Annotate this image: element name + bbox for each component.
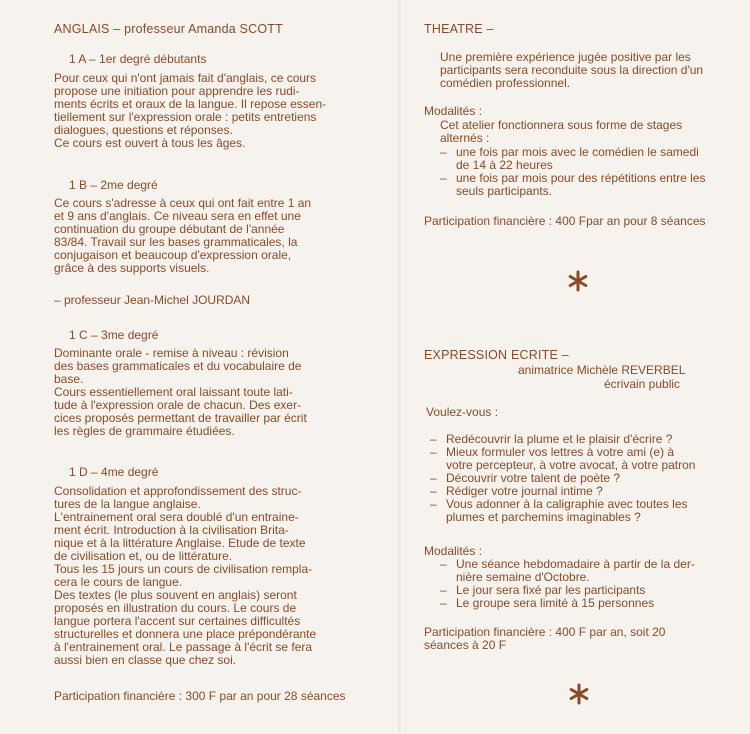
- page-fold: [398, 0, 402, 734]
- theatre-modalites-label: Modalités :: [424, 104, 483, 118]
- ecrite-list: [430, 433, 740, 524]
- theatre-intro: Une première expérience jugée positive par les participants sera reconduite sous la direction d'un comédien professionnel.: [440, 50, 704, 90]
- list-item: – Rédiger votre journal intime ?: [430, 485, 740, 498]
- ecrite-role: écrivain public: [604, 377, 681, 391]
- list-item: – Mieux formuler vos lettres à votre ami (e) à votre percepteur, à votre avocat, à votre patron: [430, 446, 740, 472]
- list-item: – Le groupe sera limité à 15 personnes: [440, 597, 740, 610]
- anglais-1a-heading: 1 A – 1er degré débutants: [69, 52, 207, 66]
- list-item: – une fois par mois pour des répétitions entre les seuls participants.: [440, 172, 740, 198]
- list-item: – Découvrir votre talent de poète ?: [430, 472, 740, 485]
- list-item: – Redécouvrir la plume et le plaisir d'écrire ?: [430, 433, 740, 446]
- list-item: – Vous adonner à la caligraphie avec toutes les plumes et parchemins imaginables ?: [430, 498, 740, 524]
- ecrite-title: EXPRESSION ECRITE –: [424, 348, 569, 362]
- theatre-list: [440, 146, 740, 198]
- anglais-fee: Participation financière : 300 F par an pour 28 séances: [54, 689, 346, 703]
- ecrite-animatrice: animatrice Michèle REVERBEL: [518, 363, 686, 377]
- anglais-1d-text: Consolidation et approfondissement des struc- tures de la langue anglaise. L'entrainement oral sera doublé d'un entraine- ment écrit. Introduction à la civilisation Brita- nique et à la littérature Anglaise. Etude de texte de civilisation et, ou de littérature. Tous les 15 jours un cours de civilisation rempla- cera le cours de langue. Des textes (le plus souvent en anglais) seront proposés en illustration du cours. Le cours de langue portera l'accent sur certaines difficultés structurelles et donnera une place prépondérante à l'entrainement oral. Le passage à l'écrit se fera aussi bien en classe que chez soi.: [54, 484, 317, 667]
- ecrite-question: Voulez-vous :: [426, 405, 499, 419]
- anglais-1c-heading: 1 C – 3me degré: [69, 328, 159, 342]
- ecrite-fee: Participation financière : 400 F par an, soit 20 séances à 20 F: [424, 625, 666, 652]
- list-item: – Une séance hebdomadaire à partir de la der- nière semaine d'Octobre.: [440, 558, 740, 584]
- anglais-1a-text: Pour ceux qui n'ont jamais fait d'anglais, ce cours propose une initiation pour apprendre les rudi- ments écrits et oraux de la langue. Il repose essen- tiellement sur l'expression orale : petits entretiens dialogues, questions et réponses. Ce cours est ouvert à tous les âges.: [54, 71, 327, 150]
- anglais-title: ANGLAIS – professeur Amanda SCOTT: [54, 22, 283, 36]
- asterisk-ornament-icon: [568, 683, 590, 705]
- anglais-1c-text: Dominante orale - remise à niveau : révision des bases grammaticales et du vocabulaire de base. Cours essentiellement oral laissant toute lati- tude à l'expression orale de chacun. Des exer- cices proposés permettant de travailler par écrit les règles de grammaire étudiées.: [54, 346, 307, 438]
- anglais-teacher2: – professeur Jean-Michel JOURDAN: [54, 293, 251, 307]
- theatre-modalites-intro: Cet atelier fonctionnera sous forme de stages alternés :: [440, 118, 683, 145]
- ecrite-modalites-list: [440, 558, 740, 610]
- list-item: – une fois par mois avec le comédien le samedi de 14 à 22 heures: [440, 146, 740, 172]
- asterisk-ornament-icon: [567, 270, 589, 292]
- ecrite-modalites-label: Modalités :: [424, 544, 483, 558]
- anglais-1d-heading: 1 D – 4me degré: [69, 465, 159, 479]
- anglais-1b-heading: 1 B – 2me degré: [69, 178, 158, 192]
- list-item: – Le jour sera fixé par les participants: [440, 584, 740, 597]
- theatre-fee: Participation financière : 400 Fpar an pour 8 séances: [424, 214, 706, 228]
- theatre-title: THEATRE –: [424, 22, 494, 36]
- anglais-1b-text: Ce cours s'adresse à ceux qui ont fait entre 1 an et 9 ans d'anglais. Ce niveau sera en effet une continuation du groupe débutant de l'année 83/84. Travail sur les bases grammaticales, la conjugaison et beaucoup d'expression orale, grâce à des supports visuels.: [54, 196, 312, 275]
